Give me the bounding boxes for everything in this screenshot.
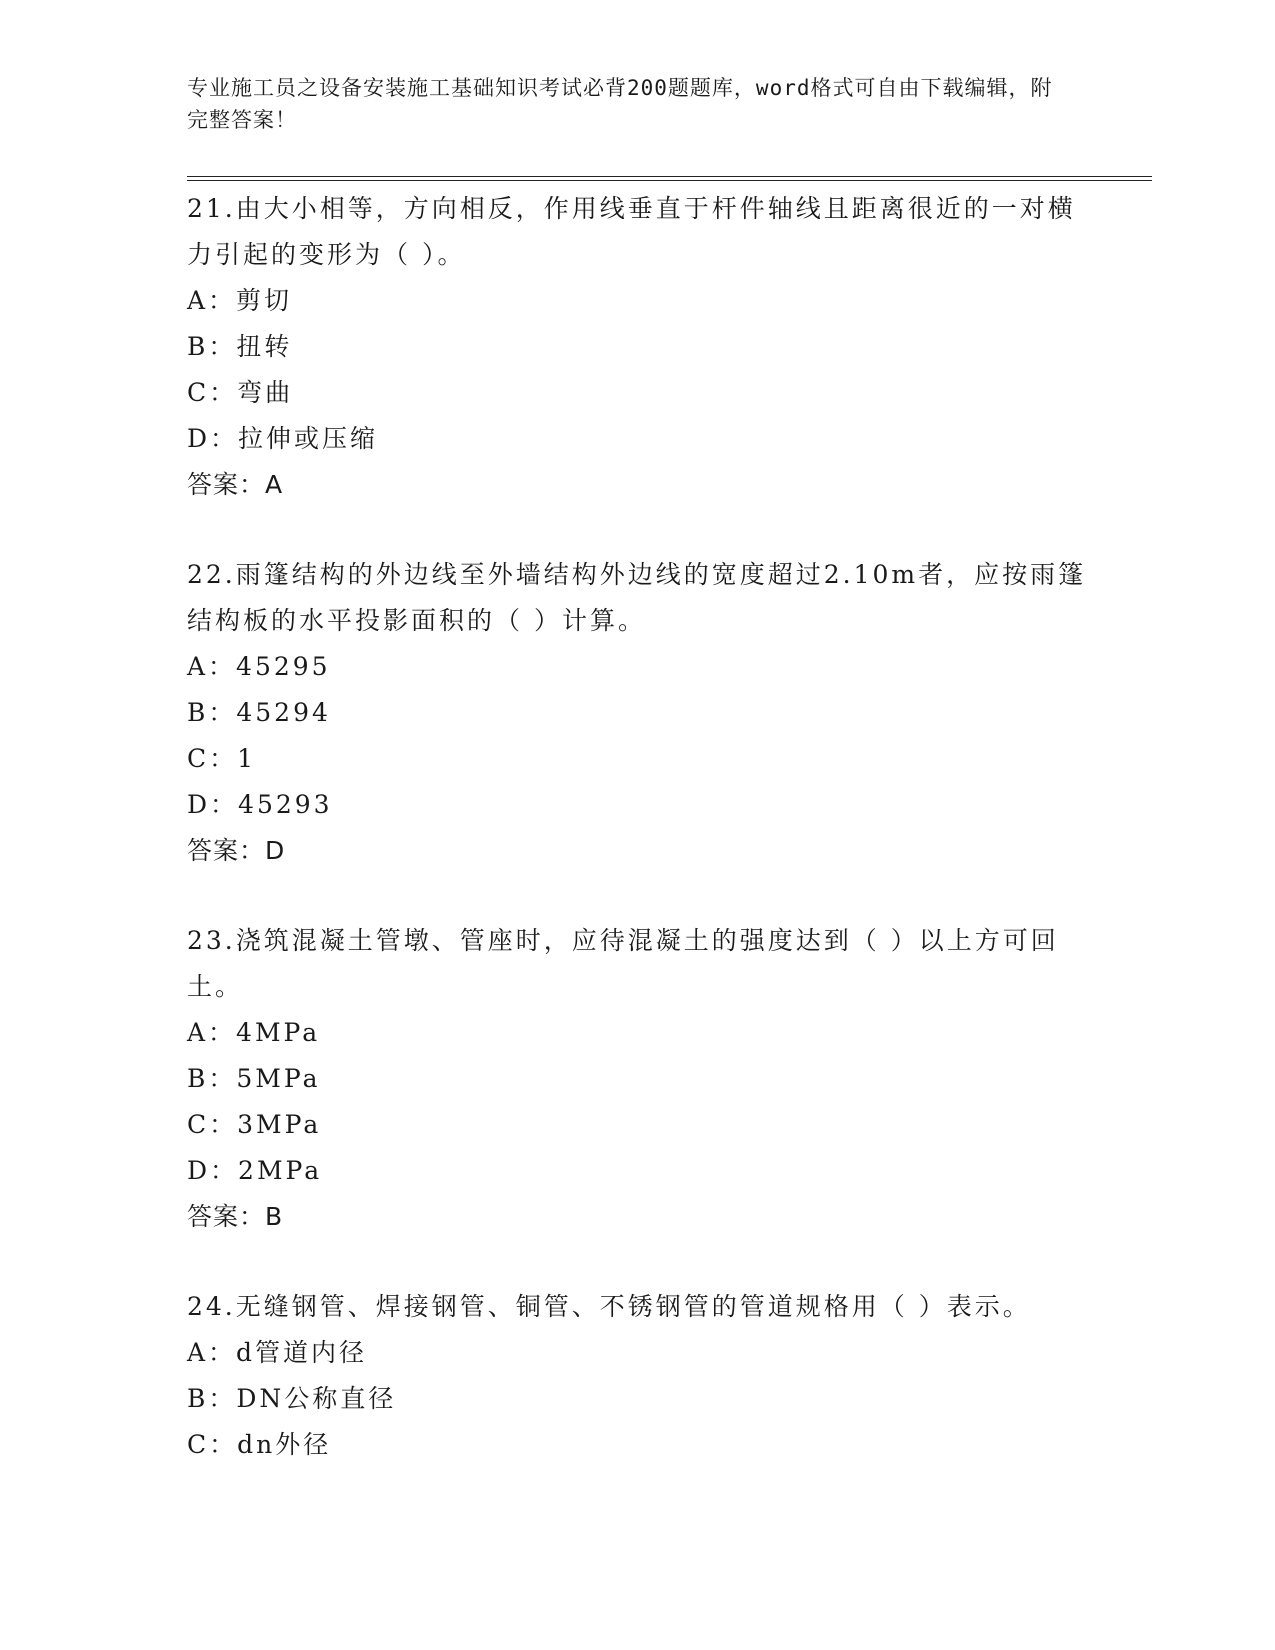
option-b: B：扭转	[187, 332, 293, 361]
question-stem: 23.浇筑混凝土管墩、管座时，应待混凝土的强度达到（ ）以上方可回土。	[187, 926, 1059, 1001]
question-list	[187, 186, 1087, 1512]
document-header	[187, 72, 1067, 136]
option-b: B：45294	[187, 698, 331, 727]
header-divider	[187, 176, 1152, 181]
answer-line: 答案：B	[187, 1202, 284, 1231]
question-stem: 21.由大小相等，方向相反，作用线垂直于杆件轴线且距离很近的一对横力引起的变形为（ ）。	[187, 194, 1076, 269]
question-stem: 22.雨篷结构的外边线至外墙结构外边线的宽度超过2.10m者，应按雨篷结构板的水平投影面积的（ ）计算。	[187, 560, 1087, 635]
option-b: B：DN公称直径	[187, 1384, 397, 1413]
option-c: C：dn外径	[187, 1430, 332, 1459]
option-a: A：剪切	[187, 286, 293, 315]
document-title: 专业施工员之设备安装施工基础知识考试必背200题题库，word格式可自由下载编辑，附完整答案！	[187, 76, 1053, 132]
question-24	[187, 1284, 1087, 1468]
option-b: B：5MPa	[187, 1064, 321, 1093]
question-22	[187, 552, 1087, 874]
question-23	[187, 918, 1087, 1240]
option-d: D：2MPa	[187, 1156, 323, 1185]
question-stem: 24.无缝钢管、焊接钢管、铜管、不锈钢管的管道规格用（ ）表示。	[187, 1292, 1031, 1321]
answer-line: 答案：A	[187, 470, 284, 499]
option-c: C：弯曲	[187, 378, 294, 407]
option-d: D：拉伸或压缩	[187, 424, 379, 453]
question-21	[187, 186, 1087, 508]
option-a: A：4MPa	[187, 1018, 321, 1047]
option-c: C：3MPa	[187, 1110, 322, 1139]
option-d: D：45293	[187, 790, 333, 819]
option-c: C：1	[187, 744, 257, 773]
option-a: A：d管道内径	[187, 1338, 368, 1367]
answer-line: 答案：D	[187, 836, 286, 865]
option-a: A：45295	[187, 652, 331, 681]
